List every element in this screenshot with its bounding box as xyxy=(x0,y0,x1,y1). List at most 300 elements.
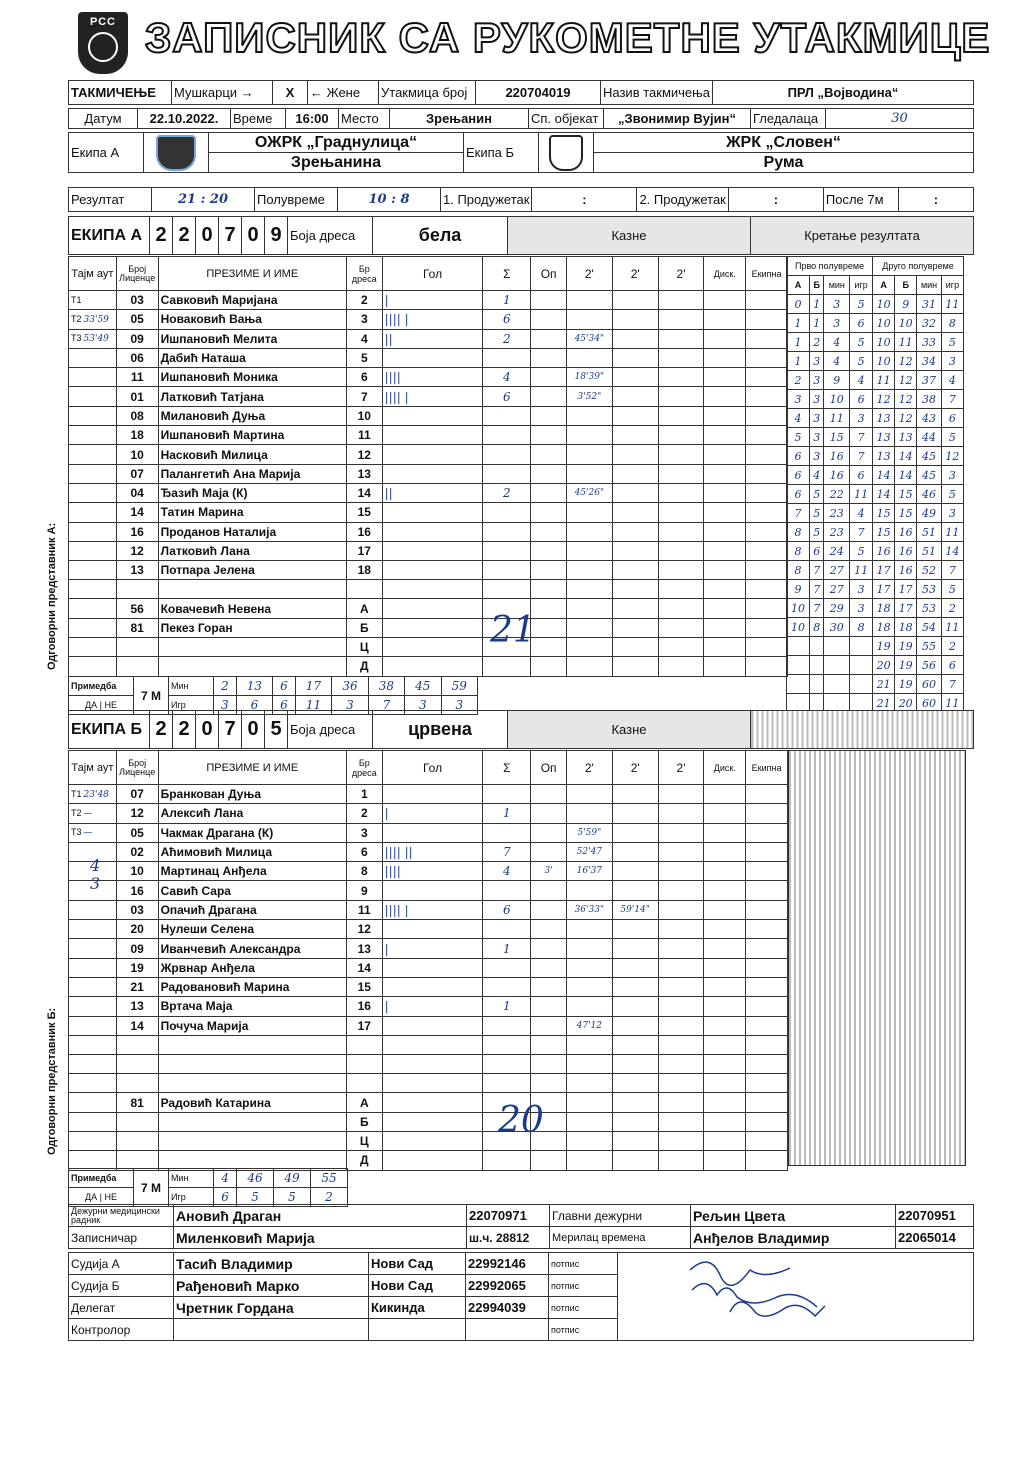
player-two-min xyxy=(612,406,658,425)
progress-row xyxy=(787,352,964,371)
spacer-cell xyxy=(382,1074,483,1093)
timeout-label: T3 xyxy=(71,333,82,344)
competition-name: ПРЛ „Војводина“ xyxy=(712,81,973,105)
progress-row xyxy=(787,618,964,637)
progress-rows xyxy=(787,295,964,713)
official-empty xyxy=(69,657,117,676)
competition-label: ТАКМИЧЕЊЕ xyxy=(69,81,172,105)
official-row xyxy=(69,657,788,676)
progress-cell: 60 xyxy=(917,675,942,694)
remark-yes-no[interactable]: ДА | НЕ xyxy=(69,1188,134,1207)
player-goal-tally: | xyxy=(382,939,483,958)
after7m-label: После 7м xyxy=(823,188,898,212)
progress-cell xyxy=(809,675,824,694)
seven-m-label: 7 М xyxy=(134,1169,169,1207)
ot2-value: : xyxy=(728,188,823,212)
player-two-min xyxy=(612,445,658,464)
progress-row xyxy=(787,599,964,618)
official-cell xyxy=(704,657,746,676)
progress-cell: 5 xyxy=(850,542,873,561)
player-goal-sum xyxy=(483,977,531,996)
progress-cell: 2 xyxy=(787,371,810,390)
progress-cell: 1 xyxy=(809,314,824,333)
player-license: 10 xyxy=(116,445,158,464)
player-name: Вртача Маја xyxy=(158,997,346,1016)
player-two-min xyxy=(566,997,612,1016)
player-two-min xyxy=(612,939,658,958)
player-jersey-no: 5 xyxy=(346,348,382,367)
official-cell xyxy=(483,1151,531,1170)
seven-min: 59 xyxy=(441,677,477,696)
team-b-rep-sidebar xyxy=(40,920,70,1160)
player-row xyxy=(69,997,788,1016)
timeout-cell xyxy=(69,823,117,842)
team-a-label: Екипа А xyxy=(69,133,144,173)
col-two: 2' xyxy=(566,257,612,291)
player-jersey-no: 11 xyxy=(346,426,382,445)
ref-b-city: Нови Сад xyxy=(369,1275,466,1297)
player-goal-sum xyxy=(483,522,531,541)
main-duty-label: Главни дежурни xyxy=(550,1205,691,1227)
team-b-7m-notes xyxy=(90,857,100,893)
player-excl xyxy=(746,804,788,823)
progress-cell: 6 xyxy=(787,485,810,504)
player-two-min xyxy=(566,785,612,804)
player-two-min xyxy=(566,541,612,560)
player-goal-tally xyxy=(382,1035,483,1054)
spectators-label: Гледалаца xyxy=(751,109,826,129)
player-excl xyxy=(746,348,788,367)
player-two-min xyxy=(658,561,704,580)
spacer-cell xyxy=(704,1074,746,1093)
progress-cell: 27 xyxy=(824,561,850,580)
progress-cell: 3 xyxy=(809,447,824,466)
player-disq xyxy=(704,445,746,464)
progress-row xyxy=(787,390,964,409)
progress-cell: 4 xyxy=(787,409,810,428)
progress-cell: 29 xyxy=(824,599,850,618)
sign-label: потпис xyxy=(549,1253,618,1275)
player-jersey-no: 14 xyxy=(346,483,382,502)
player-goal-tally: |||| | xyxy=(382,310,483,329)
progress-row xyxy=(787,447,964,466)
progress-cell: 4 xyxy=(941,371,963,390)
official-cell xyxy=(612,618,658,637)
player-two-min: 45'34" xyxy=(566,329,612,348)
seven-igr: 5 xyxy=(237,1188,274,1207)
team-b-code-label: ЕКИПА Б xyxy=(69,711,150,749)
timeout-cell xyxy=(69,804,117,823)
player-two-min xyxy=(566,939,612,958)
player-disq xyxy=(704,348,746,367)
progress-cell: 11 xyxy=(941,295,963,314)
progress-cell xyxy=(809,637,824,656)
team-b-digit: 0 xyxy=(196,711,219,749)
progress-cell: 1 xyxy=(787,352,810,371)
seven-igr: 3 xyxy=(214,696,237,715)
player-license: 08 xyxy=(116,406,158,425)
official-cell xyxy=(531,618,567,637)
igr-label: Игр xyxy=(169,1188,214,1207)
progress-cell xyxy=(824,656,850,675)
progress-cell: 56 xyxy=(917,656,942,675)
progress-row xyxy=(787,561,964,580)
player-disq xyxy=(704,483,746,502)
timeout-cell xyxy=(69,329,117,348)
progress-cell: 18 xyxy=(873,618,895,637)
team-a-header xyxy=(68,216,974,255)
player-row xyxy=(69,368,788,387)
progress-cell: 27 xyxy=(824,580,850,599)
seven-min: 6 xyxy=(273,677,296,696)
player-excl xyxy=(746,823,788,842)
progress-cell: 1 xyxy=(787,333,810,352)
official-letter: Б xyxy=(346,618,382,637)
player-two-min xyxy=(658,900,704,919)
player-warning xyxy=(531,387,567,406)
progress-cell: 5 xyxy=(850,333,873,352)
timeout-cell xyxy=(69,939,117,958)
official-cell xyxy=(566,638,612,657)
player-license: 12 xyxy=(116,541,158,560)
seven-min: 38 xyxy=(368,677,404,696)
timeout-cell xyxy=(69,503,117,522)
progress-row xyxy=(787,656,964,675)
timeout-label: T2 xyxy=(71,807,82,818)
player-warning xyxy=(531,483,567,502)
scorer-no: ш.ч. 28812 xyxy=(467,1227,550,1249)
player-name: Латковић Татјана xyxy=(158,387,346,406)
player-excl xyxy=(746,329,788,348)
min-label: Мин xyxy=(169,677,214,696)
player-goal-tally: |||| || xyxy=(382,842,483,861)
progress-cell: 3 xyxy=(941,504,963,523)
team-b-players xyxy=(68,750,788,1171)
player-jersey-no: 16 xyxy=(346,997,382,1016)
team-a-rep-sidebar xyxy=(40,420,70,680)
player-two-min xyxy=(612,920,658,939)
player-goal-tally xyxy=(382,464,483,483)
main-duty-name: Рељин Цвета xyxy=(691,1205,896,1227)
player-disq xyxy=(704,406,746,425)
team-a-rep-label: Одговорни представник А: xyxy=(46,522,58,670)
progress-cell xyxy=(824,675,850,694)
player-row xyxy=(69,522,788,541)
seven-igr: 3 xyxy=(332,696,368,715)
col-license: Број Лиценце xyxy=(116,751,158,785)
progress-cell: 45 xyxy=(917,466,942,485)
progress-cell xyxy=(809,656,824,675)
official-row xyxy=(69,599,788,618)
player-two-min xyxy=(658,1055,704,1074)
player-license: 10 xyxy=(116,862,158,881)
team-a-city: Зрењанина xyxy=(209,153,464,173)
player-two-min xyxy=(658,823,704,842)
col-timeout: Тајм аут xyxy=(69,257,117,291)
player-license: 13 xyxy=(116,561,158,580)
team-b-name: ЖРК „Словен“ xyxy=(594,133,974,153)
team-a-digit: 2 xyxy=(150,217,173,255)
timeout-label: T1 xyxy=(71,294,82,305)
player-disq xyxy=(704,862,746,881)
player-two-min xyxy=(612,785,658,804)
official-cell xyxy=(531,657,567,676)
col-license: Број Лиценце xyxy=(116,257,158,291)
player-goal-sum xyxy=(483,426,531,445)
progress-cell: 55 xyxy=(917,637,942,656)
second-half-label: Друго полувреме xyxy=(873,257,964,276)
official-letter: А xyxy=(346,599,382,618)
col-goal: Гол xyxy=(382,751,483,785)
scorer-name: Миленковић Марија xyxy=(174,1227,467,1249)
player-two-min xyxy=(612,1035,658,1054)
spacer-row xyxy=(69,580,788,599)
seven-igr: 6 xyxy=(236,696,272,715)
timer-no: 22065014 xyxy=(896,1227,974,1249)
team-b-digit: 2 xyxy=(150,711,173,749)
progress-cell: 51 xyxy=(917,523,942,542)
venue-value: „Звонимир Вујин“ xyxy=(604,109,751,129)
rss-logo: РСС xyxy=(78,12,128,74)
official-cell xyxy=(658,638,704,657)
progress-cell: 11 xyxy=(941,618,963,637)
player-warning xyxy=(531,368,567,387)
player-goal-sum xyxy=(483,561,531,580)
player-jersey-no: 17 xyxy=(346,541,382,560)
player-name: Ишпановић Моника xyxy=(158,368,346,387)
team-b-city: Рума xyxy=(594,153,974,173)
col-disq: Диск. xyxy=(704,257,746,291)
player-two-min xyxy=(566,291,612,310)
team-b-digit: 7 xyxy=(219,711,242,749)
player-row xyxy=(69,939,788,958)
player-name: Новаковић Вања xyxy=(158,310,346,329)
timeout-cell xyxy=(69,368,117,387)
progress-cell: 5 xyxy=(850,352,873,371)
player-name: Милановић Дуња xyxy=(158,406,346,425)
official-license xyxy=(116,638,158,657)
progress-cell: 11 xyxy=(895,333,917,352)
player-license: 03 xyxy=(116,900,158,919)
official-name xyxy=(158,1132,346,1151)
player-license: 07 xyxy=(116,785,158,804)
player-excl xyxy=(746,522,788,541)
progress-cell: 9 xyxy=(895,295,917,314)
progress-cell: 14 xyxy=(941,542,963,561)
player-two-min xyxy=(658,291,704,310)
player-disq xyxy=(704,1016,746,1035)
progress-cell: 15 xyxy=(873,504,895,523)
official-row xyxy=(69,1093,788,1112)
player-two-min xyxy=(612,842,658,861)
progress-cell: 7 xyxy=(941,561,963,580)
progress-cell: 13 xyxy=(895,428,917,447)
place-label: Место xyxy=(339,109,390,129)
official-row xyxy=(69,638,788,657)
progress-cell: 1 xyxy=(809,295,824,314)
player-goal-tally xyxy=(382,881,483,900)
player-excl xyxy=(746,387,788,406)
col-two: 2' xyxy=(658,751,704,785)
player-two-min: 5'59" xyxy=(566,823,612,842)
timeout-cell xyxy=(69,997,117,1016)
team-b-total: 20 xyxy=(498,1100,544,1141)
referee-signatures xyxy=(680,1250,860,1330)
player-two-min xyxy=(612,426,658,445)
player-goal-sum xyxy=(483,785,531,804)
progress-cell: 12 xyxy=(941,447,963,466)
team-b-7m-row xyxy=(68,1168,348,1207)
player-two-min: 59'14" xyxy=(612,900,658,919)
progress-cell: 14 xyxy=(895,466,917,485)
player-two-min xyxy=(612,522,658,541)
player-jersey-no: 6 xyxy=(346,368,382,387)
date-label: Датум xyxy=(69,109,138,129)
official-license xyxy=(116,1132,158,1151)
player-disq xyxy=(704,426,746,445)
player-disq xyxy=(704,503,746,522)
progress-cell: 12 xyxy=(873,390,895,409)
progress-cell: 13 xyxy=(873,428,895,447)
official-cell xyxy=(746,1132,788,1151)
timeout-cell xyxy=(69,977,117,996)
progress-cell: 14 xyxy=(895,447,917,466)
result-a: 21 xyxy=(177,192,197,207)
official-cell xyxy=(746,599,788,618)
player-row xyxy=(69,561,788,580)
player-excl xyxy=(746,977,788,996)
player-goal-tally: |||| | xyxy=(382,900,483,919)
ot1-value: : xyxy=(532,188,637,212)
player-two-min xyxy=(612,503,658,522)
player-goal-sum: 4 xyxy=(483,862,531,881)
progress-cell: 10 xyxy=(873,333,895,352)
progress-cell: 6 xyxy=(809,542,824,561)
timeout-cell xyxy=(69,310,117,329)
team-a-players xyxy=(68,256,788,677)
sign-label: потпис xyxy=(549,1297,618,1319)
player-license: 14 xyxy=(116,1016,158,1035)
player-two-min xyxy=(658,348,704,367)
official-letter: Д xyxy=(346,1151,382,1170)
col-jersey-no: Бр дреса xyxy=(346,751,382,785)
spacer-cell xyxy=(69,580,117,599)
progress-cell: 8 xyxy=(941,314,963,333)
player-two-min xyxy=(612,368,658,387)
col-disq: Диск. xyxy=(704,751,746,785)
official-cell xyxy=(382,599,483,618)
progress-cell: 5 xyxy=(941,485,963,504)
progress-cell: 34 xyxy=(917,352,942,371)
team-b-logo xyxy=(539,133,594,173)
player-disq xyxy=(704,997,746,1016)
progress-cell: 44 xyxy=(917,428,942,447)
player-row xyxy=(69,900,788,919)
player-name: Жрвнар Анђела xyxy=(158,958,346,977)
player-goal-sum xyxy=(483,541,531,560)
team-b-digit: 5 xyxy=(265,711,288,749)
player-license: 09 xyxy=(116,329,158,348)
player-two-min: 16'37 xyxy=(566,862,612,881)
col-two: 2' xyxy=(612,257,658,291)
player-jersey-no: 9 xyxy=(346,881,382,900)
official-cell xyxy=(746,1093,788,1112)
remark-yes-no[interactable]: ДА | НЕ xyxy=(69,696,134,715)
player-goal-tally: | xyxy=(382,291,483,310)
official-cell xyxy=(658,657,704,676)
player-row xyxy=(69,977,788,996)
progress-cell: 11 xyxy=(873,371,895,390)
progress-cell: 8 xyxy=(787,542,810,561)
team-b-progress-shade xyxy=(751,711,974,749)
player-goal-sum: 6 xyxy=(483,310,531,329)
progress-cell: 10 xyxy=(873,314,895,333)
player-jersey-no: 2 xyxy=(346,291,382,310)
player-two-min xyxy=(658,445,704,464)
official-cell xyxy=(658,599,704,618)
player-goal-sum xyxy=(483,348,531,367)
progress-cell: 7 xyxy=(941,675,963,694)
progress-cell: 7 xyxy=(809,561,824,580)
seven-igr: 6 xyxy=(214,1188,237,1207)
progress-cell: 18 xyxy=(895,618,917,637)
player-excl xyxy=(746,920,788,939)
timeout-cell xyxy=(69,387,117,406)
progress-cell: 21 xyxy=(873,694,895,713)
player-goal-tally: |||| xyxy=(382,368,483,387)
team-a-progress-table: Прво полувреме Друго полувреме А Б мин игр А Б мин игр 0 1 3 5 10 9 31 11 1 1 3 6 10 10 32 8 1 2 4 5 10 11 33 5 1 3 4 5 10 12 34 3 2 3 9 4 11 12 37 4 3 3 10 6 12 12 38 7 4 3 11 3 13 12 43 6 5 3 15 7 13 13 44 5 6 3 16 7 13 14 45 12 6 4 16 6 14 14 45 3 6 5 22 11 14 15 46 5 7 5 23 4 15 15 49 3 8 5 23 7 15 16 51 11 8 6 24 5 16 16 51 14 8 7 27 11 17 16 52 7 9 7 27 3 17 17 53 5 10 7 29 3 18 17 53 2 10 8 30 8 18 18 54 11 19 19 55 2 20 19 56 6 21 19 60 7 21 20 60 11 xyxy=(786,256,964,713)
delegate-city: Кикинда xyxy=(369,1297,466,1319)
player-license: 16 xyxy=(116,881,158,900)
progress-cell: 3 xyxy=(941,352,963,371)
progress-cell: 16 xyxy=(824,466,850,485)
official-cell xyxy=(382,638,483,657)
player-goal-sum: 2 xyxy=(483,483,531,502)
timer-name: Анђелов Владимир xyxy=(691,1227,896,1249)
progress-cell: 8 xyxy=(787,523,810,542)
seven-min: 55 xyxy=(310,1169,347,1188)
player-jersey-no: 15 xyxy=(346,503,382,522)
scorer-label: Записничар xyxy=(69,1227,174,1249)
women-label: ← Жене xyxy=(308,81,379,105)
player-two-min: 47'12 xyxy=(566,1016,612,1035)
ot2-label: 2. Продужетак xyxy=(637,188,728,212)
team-a-total: 21 xyxy=(490,610,536,651)
progress-cell: 24 xyxy=(824,542,850,561)
progress-cell: 16 xyxy=(895,542,917,561)
progress-cell: 13 xyxy=(873,409,895,428)
player-row xyxy=(69,387,788,406)
sign-label: потпис xyxy=(549,1319,618,1341)
progress-row xyxy=(787,466,964,485)
player-two-min xyxy=(566,406,612,425)
spacer-row xyxy=(69,1074,788,1093)
player-two-min xyxy=(658,958,704,977)
player-license: 14 xyxy=(116,503,158,522)
progress-row xyxy=(787,295,964,314)
progress-cell: 10 xyxy=(895,314,917,333)
player-goal-tally xyxy=(382,958,483,977)
result-b: 20 xyxy=(209,192,229,207)
progress-cell xyxy=(787,637,810,656)
spacer-cell xyxy=(158,580,346,599)
player-two-min xyxy=(612,977,658,996)
player-goal-tally: | xyxy=(382,804,483,823)
player-license: 03 xyxy=(116,291,158,310)
player-name: Радовановић Марина xyxy=(158,977,346,996)
player-warning: 3' xyxy=(531,862,567,881)
official-cell xyxy=(566,599,612,618)
